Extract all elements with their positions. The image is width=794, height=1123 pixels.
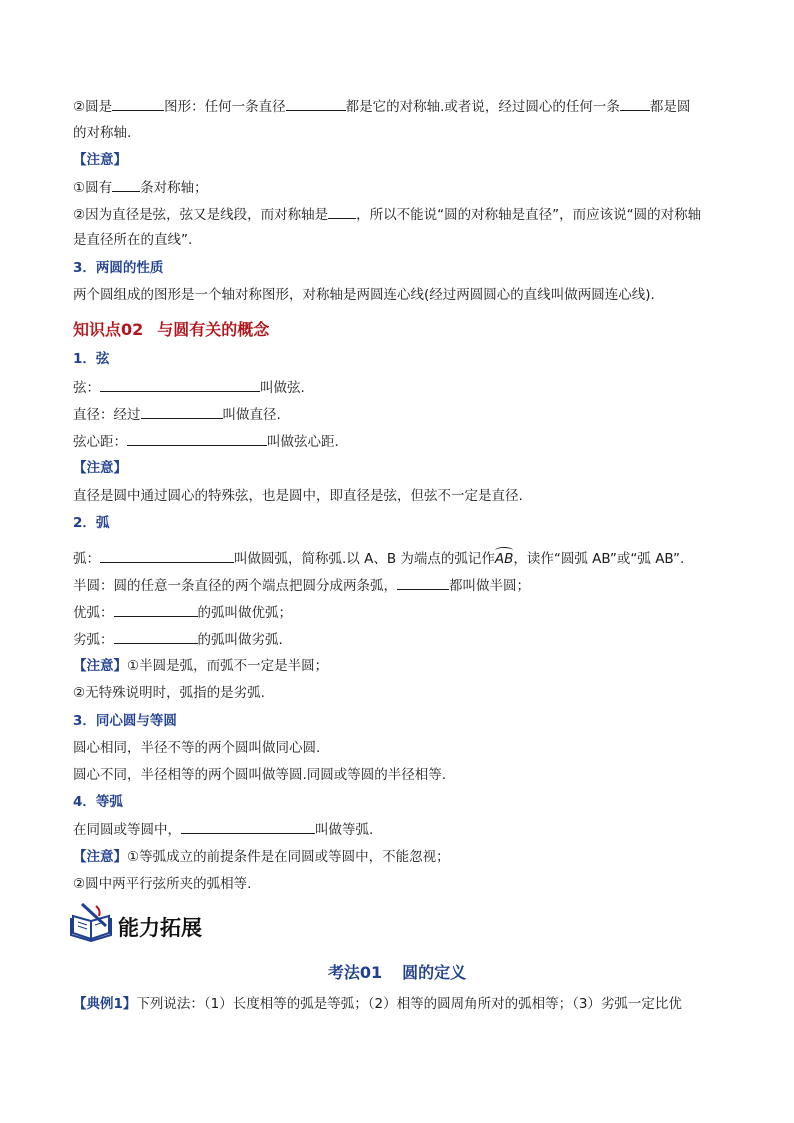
fill-blank[interactable] bbox=[620, 97, 650, 111]
section-heading: 3．同心圆与等圆 bbox=[73, 713, 177, 729]
knowledge-point-number: 知识点02 bbox=[73, 320, 144, 339]
note-item: ②无特殊说明时，弧指的是劣弧. bbox=[73, 685, 265, 701]
arc-symbol: AB bbox=[494, 551, 514, 567]
text: 弦心距： bbox=[73, 434, 127, 450]
text: ，所以不能说“圆的对称轴是直径”，而应该说“圆的对称轴 bbox=[356, 207, 702, 223]
section-heading: 4．等弧 bbox=[73, 794, 123, 810]
note-item: ①半圆是弧，而弧不一定是半圆； bbox=[127, 658, 329, 674]
fill-blank[interactable] bbox=[328, 205, 356, 219]
text: 的对称轴. bbox=[73, 125, 132, 141]
definition-line bbox=[73, 405, 281, 424]
text: 在同圆或等圆中， bbox=[73, 822, 181, 838]
note-item bbox=[73, 178, 208, 197]
section-heading: 3．两圆的性质 bbox=[73, 260, 164, 276]
paragraph-line bbox=[73, 97, 690, 116]
fill-blank[interactable] bbox=[112, 178, 140, 192]
text: 直径：经过 bbox=[73, 407, 141, 423]
fill-blank[interactable] bbox=[127, 432, 267, 446]
note-heading: 【注意】 bbox=[73, 460, 127, 476]
paragraph-line bbox=[73, 124, 131, 142]
text: 的弧叫做劣弧. bbox=[197, 632, 283, 648]
text: ②圆是 bbox=[73, 99, 113, 115]
definition-line bbox=[73, 378, 305, 397]
fill-blank[interactable] bbox=[112, 97, 164, 111]
paragraph-line: 圆心不同，半径相等的两个圆叫做等圆.同圆或等圆的半径相等. bbox=[73, 767, 447, 783]
definition-line bbox=[73, 576, 530, 595]
fill-blank[interactable] bbox=[100, 378, 260, 392]
text: 都是它的对称轴.或者说，经过圆心的任何一条 bbox=[345, 99, 620, 115]
definition-line bbox=[73, 432, 339, 451]
text: 弧： bbox=[73, 551, 100, 567]
fill-blank[interactable] bbox=[141, 405, 223, 419]
note-item: ②圆中两平行弦所夹的弧相等. bbox=[73, 876, 252, 892]
example-text: 下列说法：（1）长度相等的弧是等弧；（2）相等的圆周角所对的弧相等；（3）劣弧一定比优 bbox=[136, 996, 682, 1012]
example-line bbox=[73, 995, 682, 1013]
text: 图形：任何一条直径 bbox=[164, 99, 286, 115]
text: 叫做直径. bbox=[222, 407, 281, 423]
fill-blank[interactable] bbox=[397, 576, 449, 590]
paragraph-line: 圆心相同，半径不等的两个圆叫做同心圆. bbox=[73, 740, 321, 756]
text: 叫做弦心距. bbox=[267, 434, 339, 450]
fill-blank[interactable] bbox=[181, 820, 315, 834]
text: ，读作“圆弧 AB”或“弧 AB”. bbox=[513, 551, 685, 567]
example-tag: 【典例1】 bbox=[73, 996, 137, 1012]
fill-blank[interactable] bbox=[100, 549, 234, 563]
text: 优弧： bbox=[73, 605, 114, 621]
text: 条对称轴； bbox=[140, 180, 208, 196]
knowledge-point-heading bbox=[73, 317, 283, 340]
fill-blank[interactable] bbox=[286, 97, 346, 111]
method-title: 圆的定义 bbox=[402, 963, 467, 982]
text: ①圆有 bbox=[73, 180, 113, 196]
text: 半圆：圆的任意一条直径的两个端点把圆分成两条弧， bbox=[73, 578, 397, 594]
note-item: ①等弧成立的前提条件是在同圆或等圆中，不能忽视； bbox=[127, 849, 450, 865]
knowledge-point-title: 与圆有关的概念 bbox=[157, 320, 270, 339]
text: 劣弧： bbox=[73, 632, 114, 648]
note-block bbox=[73, 657, 328, 675]
text: 都叫做半圆； bbox=[449, 578, 530, 594]
text: 的弧叫做优弧； bbox=[197, 605, 292, 621]
note-heading: 【注意】 bbox=[73, 152, 127, 168]
section-heading: 1．弦 bbox=[73, 351, 110, 367]
text: 弦： bbox=[73, 380, 100, 396]
definition-line bbox=[73, 630, 283, 649]
text: 叫做圆弧，简称弧.以 A、B 为端点的弧记作 bbox=[234, 551, 495, 567]
note-heading: 【注意】 bbox=[73, 849, 127, 865]
text: 叫做弦. bbox=[260, 380, 305, 396]
fill-blank[interactable] bbox=[114, 630, 198, 644]
paragraph-line: 两个圆组成的图形是一个轴对称图形，对称轴是两圆连心线(经过两圆圆心的直线叫做两圆连心线). bbox=[73, 287, 655, 303]
definition-line bbox=[73, 549, 684, 568]
note-item: 是直径所在的直线”. bbox=[73, 232, 193, 248]
text: 叫做等弧. bbox=[315, 822, 374, 838]
section-heading: 2．弧 bbox=[73, 515, 110, 531]
text: 都是圆 bbox=[649, 99, 691, 115]
method-number: 考法01 bbox=[327, 963, 383, 982]
definition-line bbox=[73, 820, 373, 839]
note-item: 直径是圆中通过圆心的特殊弦，也是圆中，即直径是弦，但弦不一定是直径. bbox=[73, 488, 523, 504]
definition-line bbox=[73, 603, 292, 622]
text: ②因为直径是弦，弦又是线段，而对称轴是 bbox=[73, 207, 329, 223]
note-item bbox=[73, 205, 701, 224]
fill-blank[interactable] bbox=[114, 603, 198, 617]
section-banner-title: 能力拓展 bbox=[118, 916, 202, 940]
note-heading: 【注意】 bbox=[73, 658, 127, 674]
method-heading bbox=[0, 960, 794, 983]
note-block bbox=[73, 848, 450, 866]
book-pen-icon bbox=[70, 902, 114, 942]
